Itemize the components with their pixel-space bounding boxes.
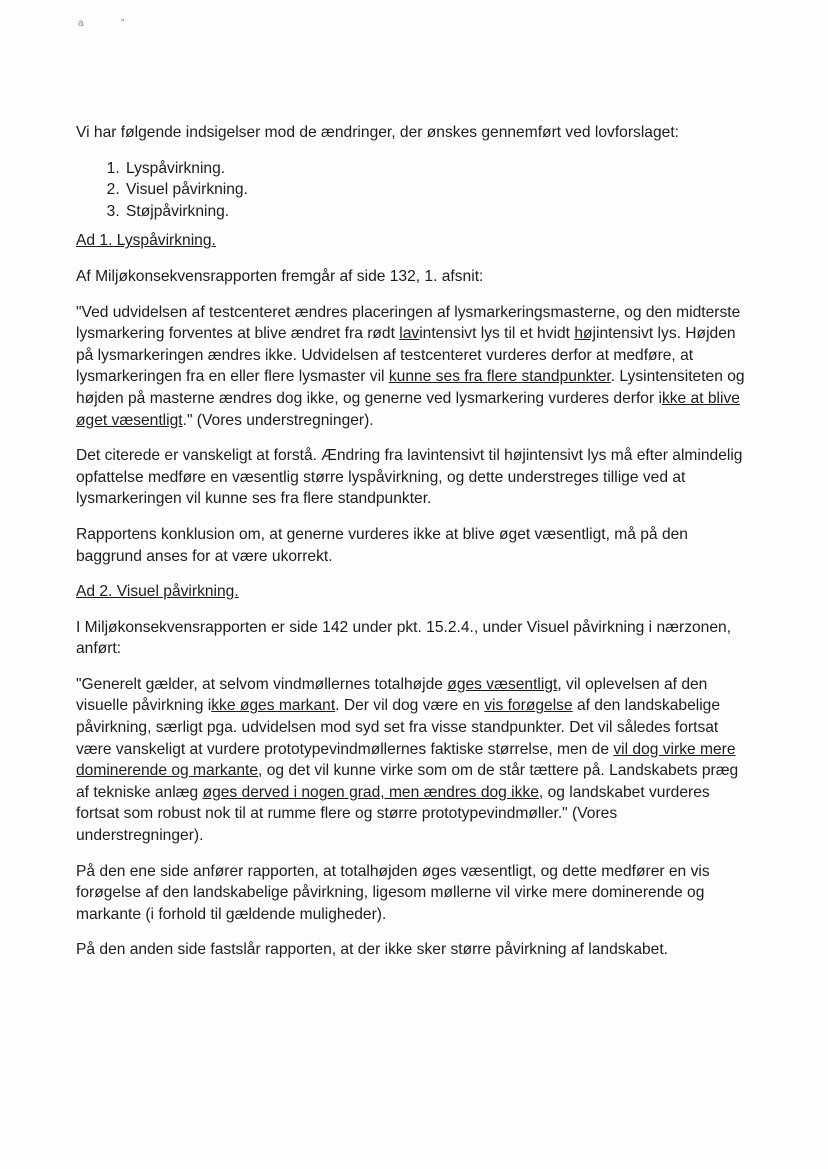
quote-underlined-text: vis forøgelse	[484, 697, 573, 715]
quote-text: . Der vil dog være en	[335, 697, 485, 715]
ad1-quote-paragraph	[76, 302, 748, 432]
list-item: 2. Visuel påvirkning.	[124, 179, 748, 201]
quote-underlined-text: lav	[399, 325, 420, 343]
quote-text: , og det vil kunne virke som om de står tættere på. Landskabets præg af tekniske anlæg	[76, 762, 739, 801]
intro-paragraph: Vi har følgende indsigelser mod de ændringer, der ønskes gennemført ved lovforslaget:	[76, 124, 679, 141]
quote-text: . Lysintensiteten og højden på masterne ændres dog ikke, og generne ved lysmarkering vurderes derfor i	[76, 368, 745, 407]
quote-text: intensivt lys. Højden på lysmarkeringen ændres ikke. Udvidelsen af testcenteret vurderes derfor at medføre, at lysmarkeringen fra en eller flere lysmaster vil	[76, 325, 736, 386]
section-heading-ad1: Ad 1. Lyspåvirkning.	[76, 232, 216, 250]
quote-underlined-text: høj	[574, 325, 597, 343]
list-item: 3. Støjpåvirkning.	[124, 201, 748, 223]
objection-list	[76, 158, 748, 223]
quote-text: "Ved udvidelsen af testcenteret ændres placeringen af lysmarkeringsmasterne, og den midterste lysmarkering forventes at blive ændret fra rødt	[76, 303, 741, 343]
ad1-analysis-paragraph: Det citerede er vanskeligt at forstå. Ændring fra lavintensivt til højintensivt lys må efter almindelig opfattelse medføre en væsentlig større lyspåvirkning, og dette understreges tillige ved at lysmarkeringen vil kunne ses fra flere standpunkter.	[76, 447, 743, 508]
quote-underlined-text: øges derved i nogen grad, men ændres dog ikke	[202, 783, 539, 801]
quote-text: ." (Vores understregninger).	[182, 411, 374, 429]
quote-underlined-text: kke at blive øget væsentligt	[76, 389, 740, 429]
quote-text: af den landskabelige påvirkning, særligt pga. udvidelsen mod syd set fra visse standpunkter. Det vil således fortsat være vanskeligt at vurdere prototypevindmøllernes faktiske størrelse, men de	[76, 697, 721, 758]
ad2-source-paragraph: I Miljøkonsekvensrapporten er side 142 under pkt. 15.2.4., under Visuel påvirkning i nærzonen, anført:	[76, 618, 732, 658]
quote-underlined-text: kunne ses fra flere standpunkter	[388, 368, 611, 386]
quote-text: intensivt lys til et hvidt	[419, 325, 575, 343]
section-heading-ad2: Ad 2. Visuel påvirkning.	[76, 583, 239, 601]
ad1-source-paragraph: Af Miljøkonsekvensrapporten fremgår af side 132, 1. afsnit:	[76, 267, 484, 285]
ad2-analysis-paragraph: På den ene side anfører rapporten, at totalhøjden øges væsentligt, og dette medfører en vis forøgelse af den landskabelige påvirkning, ligesom møllerne vil virke mere dominerende og markante (i forhold til gældende muligheder).	[76, 862, 710, 923]
document-body	[76, 122, 748, 975]
list-item: 1. Lyspåvirkning.	[124, 158, 748, 180]
quote-underlined-text: øges væsentligt	[447, 675, 558, 693]
quote-text: , og landskabet vurderes fortsat som robust nok til at rumme flere og større prototypevindmøller." (Vores understregninger).	[76, 783, 710, 845]
ad1-conclusion-paragraph: Rapportens konklusion om, at generne vurderes ikke at blive øget væsentligt, må på den baggrund anses for at være ukorrekt.	[76, 525, 688, 565]
ad2-quote-paragraph	[76, 674, 748, 847]
quote-text: "Generelt gælder, at selvom vindmøllernes totalhøjde	[76, 675, 448, 693]
corner-mark-right: "	[121, 18, 125, 29]
quote-text: , vil oplevelsen af den visuelle påvirkning i	[76, 675, 708, 715]
quote-underlined-text: kke øges markant	[211, 697, 336, 715]
corner-mark-left: a	[78, 18, 84, 29]
quote-underlined-text: vil dog virke mere dominerende og markante	[76, 740, 736, 780]
ad2-conclusion-paragraph: På den anden side fastslår rapporten, at der ikke sker større påvirkning af landskabet.	[76, 941, 669, 959]
